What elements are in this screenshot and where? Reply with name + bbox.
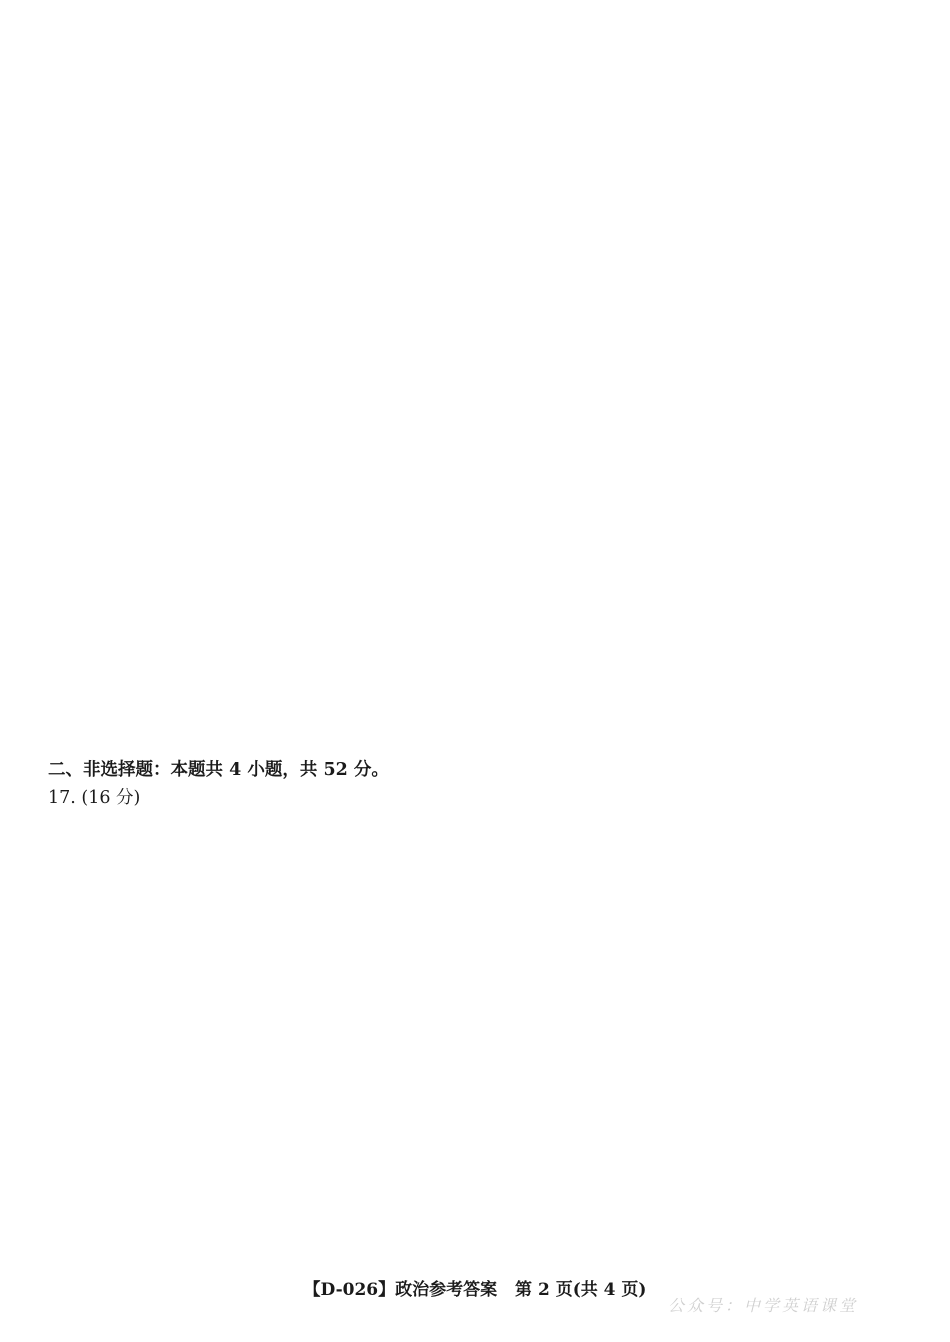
- question-17-title: 17. (16 分): [48, 788, 141, 808]
- page-number: 第 2 页(共 4 页): [515, 1280, 647, 1300]
- document-code: 【D-026】政治参考答案: [303, 1280, 498, 1300]
- watermark: 公众号：中学英语课堂: [668, 1296, 859, 1315]
- section-two-heading: 二、非选择题：本题共 4 小题，共 52 分。: [48, 760, 389, 780]
